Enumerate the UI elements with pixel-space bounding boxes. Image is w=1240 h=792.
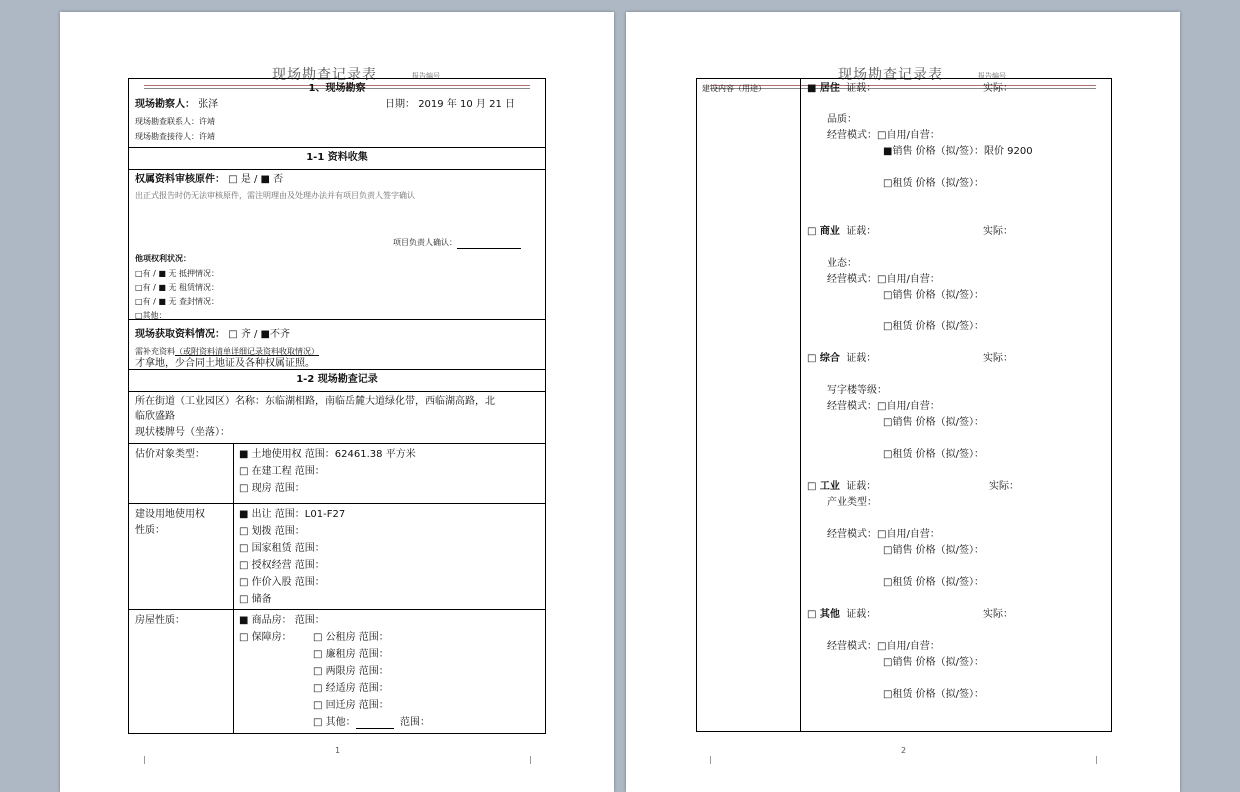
surveyor-value: 张泽 <box>198 99 219 110</box>
industrial-actual: 实际： <box>989 481 1019 492</box>
supplement-row <box>135 346 319 358</box>
other-rent[interactable]: □租赁 价格（拟/签）： <box>883 689 984 700</box>
house-public-rent[interactable]: □ 公租房 范围： <box>313 632 389 643</box>
house-limited[interactable]: □ 两限房 范围： <box>313 666 389 677</box>
complex-checkbox[interactable]: □ 综合 <box>807 353 840 364</box>
receiver-line: 现场勘查接待人：许靖 <box>135 132 215 141</box>
industrial-mode: 经营模式：□自用/自营： <box>827 529 940 540</box>
obtain-options[interactable]: □ 齐 / ■不齐 <box>228 329 290 340</box>
complex-office-grade: 写字楼等级： <box>827 385 887 396</box>
land-right-transfer[interactable]: ■ 出让 范围：L01-F27 <box>239 509 346 520</box>
residential-checkbox[interactable]: ■ 居住 <box>807 83 840 94</box>
page-number: 1 <box>335 746 341 755</box>
residential-rent[interactable]: □租赁 价格（拟/签）： <box>883 178 984 189</box>
coords-label: 现状楼牌号（坐落）： <box>135 427 230 438</box>
supplement-value: 才拿地，少合同土地证及各种权属证照。 <box>135 358 315 369</box>
commercial-actual: 实际： <box>983 226 1013 237</box>
other-self-use[interactable]: □自用/自营： <box>877 641 940 652</box>
object-type-label: 估价对象类型： <box>135 449 205 460</box>
house-other-range: 范围： <box>400 717 430 728</box>
pm-signature-line[interactable] <box>457 240 521 249</box>
land-right-allocate[interactable]: □ 划拨 范围： <box>239 526 305 537</box>
residential-cert-label: 证载： <box>846 83 877 94</box>
residential-self-use[interactable]: □自用/自营： <box>877 130 940 141</box>
house-relocate[interactable]: □ 回迁房 范围： <box>313 700 389 711</box>
residential-actual: 实际： <box>983 83 1013 94</box>
page-number: 2 <box>901 746 907 755</box>
complex-rent[interactable]: □租赁 价格（拟/签）： <box>883 449 984 460</box>
complex-self-use[interactable]: □自用/自营： <box>877 401 940 412</box>
complex-sale[interactable]: □销售 价格（拟/签）： <box>883 417 984 428</box>
land-right-invest[interactable]: □ 作价入股 范围： <box>239 577 325 588</box>
right-lease[interactable]: □有 / ■ 无 租赁情况： <box>135 283 219 292</box>
other-mode: 经营模式：□自用/自营： <box>827 641 940 652</box>
commercial-rent[interactable]: □租赁 价格（拟/签）： <box>883 321 984 332</box>
surveyor-row <box>135 99 218 111</box>
object-house[interactable]: □ 现房 范围： <box>239 483 305 494</box>
supplement-note: （或附资料清单详细记录资料收取情况） <box>175 347 319 356</box>
page-title: 现场勘查记录表 <box>838 67 943 83</box>
pm-confirm-label: 项目负责人确认： <box>393 238 457 247</box>
complex-mode: 经营模式：□自用/自营： <box>827 401 940 412</box>
industrial-rent[interactable]: □租赁 价格（拟/签）： <box>883 577 984 588</box>
ownership-note: 出正式报告时仍无法审核原件，需注明理由及处理办法并有项目负责人签字确认 <box>135 191 415 200</box>
other-checkbox[interactable]: □ 其他 <box>807 609 840 620</box>
usage-label: 建设内容（用途） <box>702 84 766 93</box>
land-right-authorized[interactable]: □ 授权经营 范围： <box>239 560 325 571</box>
page-title: 现场勘查记录表 <box>272 67 377 83</box>
land-right-label-1: 建设用地使用权 <box>135 509 205 520</box>
street-text-2: 临欣盛路 <box>135 411 175 422</box>
house-economic[interactable]: □ 经适房 范围： <box>313 683 389 694</box>
industrial-checkbox[interactable]: □ 工业 <box>807 481 840 492</box>
other-actual: 实际： <box>983 609 1013 620</box>
other-sale[interactable]: □销售 价格（拟/签）： <box>883 657 984 668</box>
commercial-self-use[interactable]: □自用/自营： <box>877 274 940 285</box>
industrial-heading: □ 工业 证载： <box>807 481 877 492</box>
house-other-blank[interactable] <box>356 720 394 729</box>
other-rights-label: 他项权利状况： <box>135 254 191 263</box>
object-construction[interactable]: □ 在建工程 范围： <box>239 466 325 477</box>
industrial-sale[interactable]: □销售 价格（拟/签）： <box>883 545 984 556</box>
commercial-format: 业态： <box>827 258 857 269</box>
document-page-1 <box>60 12 614 792</box>
complex-heading: □ 综合 证载： <box>807 353 877 364</box>
contact-line: 现场勘查联系人：许靖 <box>135 117 215 126</box>
house-low-rent[interactable]: □ 廉租房 范围： <box>313 649 389 660</box>
surveyor-label: 现场勘察人： <box>135 99 195 110</box>
survey-table <box>128 78 546 734</box>
section-1-1-title: 1-1 资料收集 <box>306 152 368 163</box>
section-1-title: 1、现场勘察 <box>308 83 366 94</box>
obtain-row <box>135 329 290 341</box>
usage-table <box>696 78 1112 732</box>
commercial-sale[interactable]: □销售 价格（拟/签）： <box>883 290 984 301</box>
land-right-label-2: 性质： <box>135 525 165 536</box>
house-type-label: 房屋性质： <box>135 615 185 626</box>
land-right-reserve[interactable]: □ 储备 <box>239 594 272 605</box>
ownership-row <box>135 174 283 186</box>
report-number-label: 报告编号 <box>412 72 440 80</box>
house-other-row <box>313 717 430 729</box>
section-1-2-title: 1-2 现场勘查记录 <box>296 374 378 385</box>
report-number-label: 报告编号 <box>978 72 1006 80</box>
residential-mode: 经营模式：□自用/自营： <box>827 130 940 141</box>
residential-sale[interactable]: ■销售 价格（拟/签）：限价 9200 <box>883 146 1033 157</box>
document-page-2 <box>626 12 1180 792</box>
object-land[interactable]: ■ 土地使用权 范围：62461.38 平方米 <box>239 449 416 460</box>
ownership-label: 权属资料审核原件： <box>135 174 225 185</box>
street-text-1: 所在街道（工业园区）名称：东临湖相路，南临岳麓大道绿化带，西临湖高路，北 <box>135 396 495 407</box>
house-other[interactable]: □ 其他： <box>313 717 356 728</box>
commercial-mode: 经营模式：□自用/自营： <box>827 274 940 285</box>
right-seizure[interactable]: □有 / ■ 无 查封情况： <box>135 297 219 306</box>
pm-confirm-row <box>393 237 521 249</box>
right-mortgage[interactable]: □有 / ■ 无 抵押情况： <box>135 269 219 278</box>
industrial-type: 产业类型： <box>827 497 877 508</box>
date-label: 日期： <box>385 99 415 110</box>
residential-quality: 品质： <box>827 114 857 125</box>
date-value: 2019 年 10 月 21 日 <box>418 99 515 110</box>
residential-heading <box>807 83 876 95</box>
commercial-checkbox[interactable]: □ 商业 <box>807 226 840 237</box>
right-other[interactable]: □其他： <box>135 311 167 320</box>
commercial-heading: □ 商业 证载： <box>807 226 877 237</box>
land-right-lease[interactable]: □ 国家租赁 范围： <box>239 543 325 554</box>
house-affordable[interactable]: □ 保障房： <box>239 632 292 643</box>
date-row <box>385 99 515 111</box>
ownership-options[interactable]: □ 是 / ■ 否 <box>228 174 284 185</box>
supplement-label: 需补充资料 <box>135 347 175 356</box>
house-commercial[interactable]: ■ 商品房： 范围： <box>239 615 325 626</box>
other-heading: □ 其他 证载： <box>807 609 877 620</box>
obtain-label: 现场获取资料情况： <box>135 329 225 340</box>
industrial-self-use[interactable]: □自用/自营： <box>877 529 940 540</box>
complex-actual: 实际： <box>983 353 1013 364</box>
